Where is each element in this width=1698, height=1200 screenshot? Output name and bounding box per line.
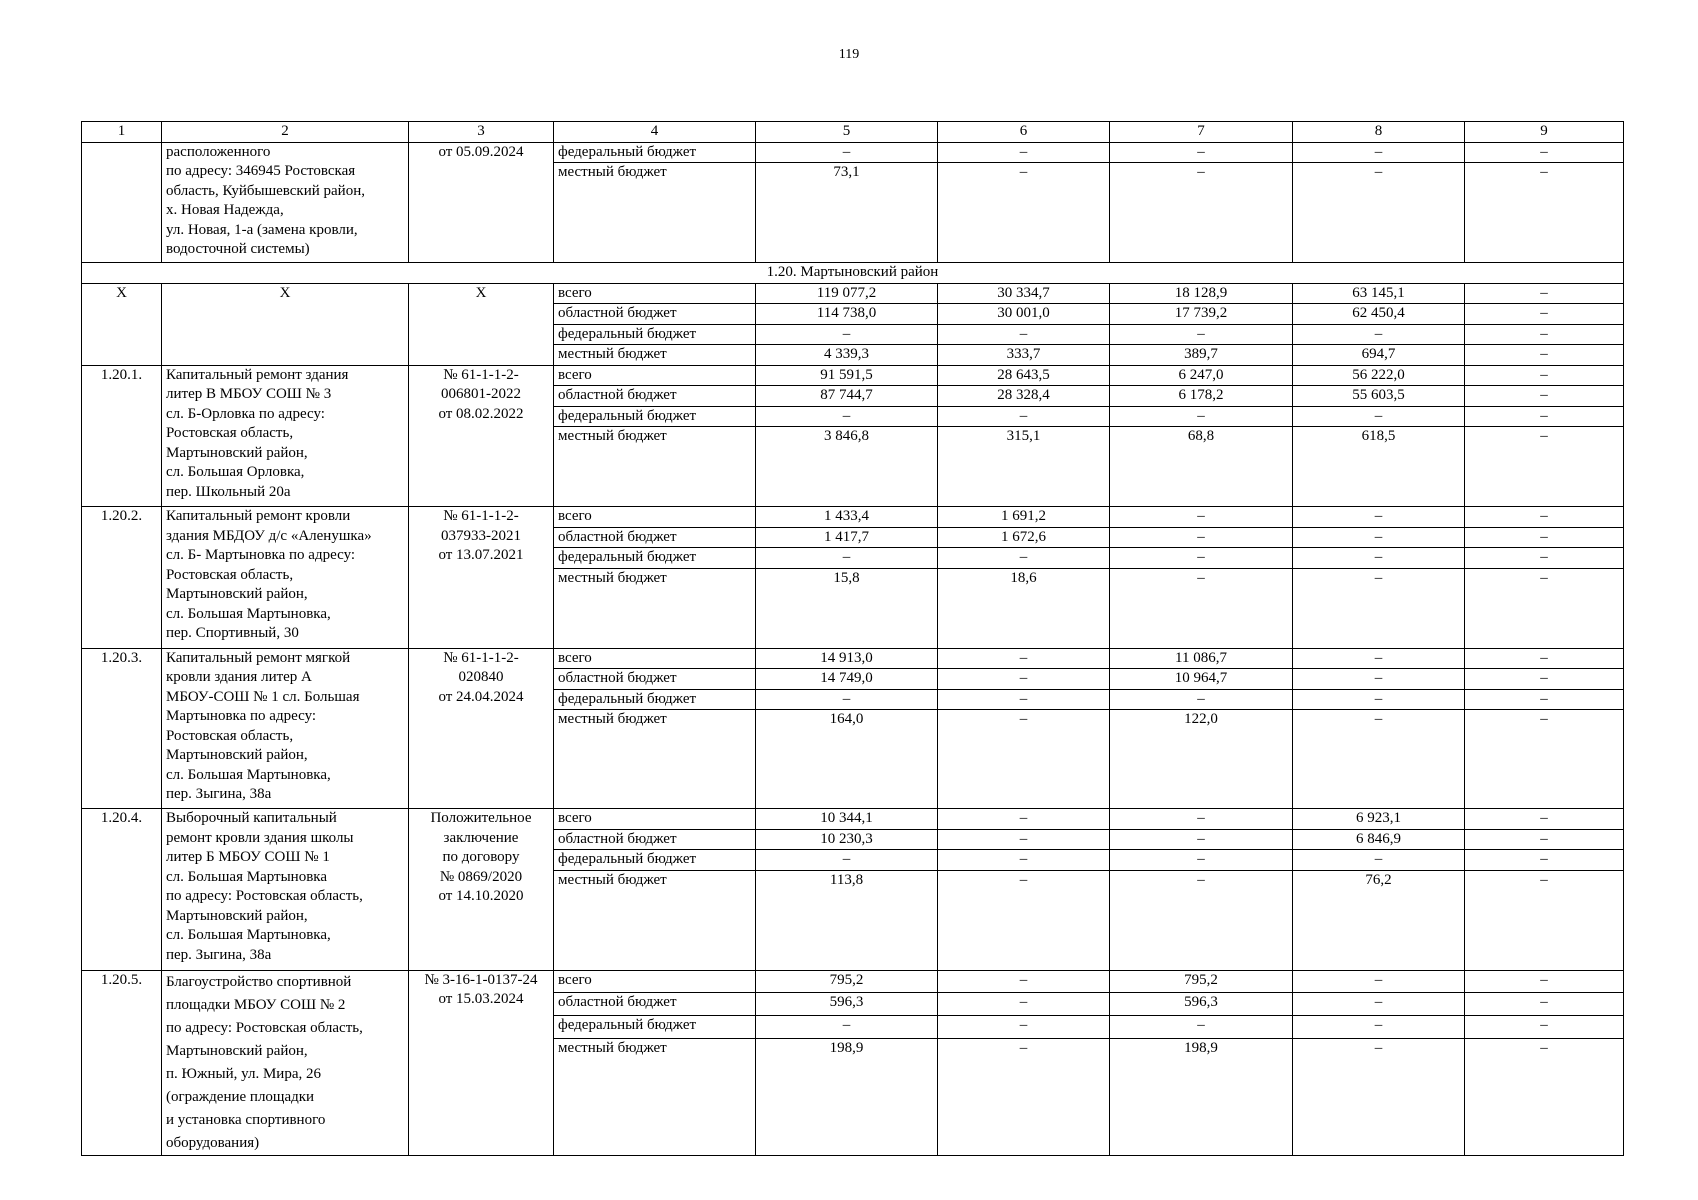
value-cell: –: [1110, 568, 1293, 648]
value-cell: 6 178,2: [1110, 386, 1293, 407]
value-cell: –: [1465, 710, 1624, 809]
value-cell: 55 603,5: [1293, 386, 1465, 407]
value-cell: –: [1293, 970, 1465, 992]
value-cell: –: [938, 648, 1110, 669]
value-cell: –: [1465, 324, 1624, 345]
item-expertise: Положительное заключение по договору № 0869/2020 от 14.10.2020: [409, 809, 554, 971]
value-cell: 618,5: [1293, 427, 1465, 507]
column-header: 6: [938, 122, 1110, 143]
value-cell: 198,9: [756, 1039, 938, 1155]
column-header: 2: [162, 122, 409, 143]
value-cell: –: [1110, 1015, 1293, 1038]
value-cell: 198,9: [1110, 1039, 1293, 1155]
value-cell: –: [1293, 507, 1465, 528]
value-cell: –: [1293, 1015, 1465, 1038]
value-cell: 68,8: [1110, 427, 1293, 507]
header-row: [82, 122, 1624, 143]
value-cell: 87 744,7: [756, 386, 938, 407]
budget-type-cell: всего: [554, 365, 756, 386]
item-number-cell: 1.20.2.: [82, 507, 162, 649]
value-cell: –: [1465, 427, 1624, 507]
value-cell: –: [1110, 507, 1293, 528]
item-number-cell: [82, 142, 162, 263]
item-expertise: № 3-16-1-0137-24 от 15.03.2024: [409, 970, 554, 1155]
value-cell: 14 749,0: [756, 669, 938, 690]
value-cell: –: [938, 870, 1110, 970]
value-cell: 6 923,1: [1293, 809, 1465, 830]
value-cell: 56 222,0: [1293, 365, 1465, 386]
value-cell: 91 591,5: [756, 365, 938, 386]
budget-type-cell: всего: [554, 283, 756, 304]
value-cell: –: [938, 142, 1110, 163]
item-description: Х: [162, 283, 409, 365]
value-cell: 596,3: [756, 992, 938, 1015]
value-cell: –: [938, 829, 1110, 850]
value-cell: 10 344,1: [756, 809, 938, 830]
budget-type-cell: местный бюджет: [554, 427, 756, 507]
value-cell: –: [1110, 163, 1293, 263]
value-cell: 1 672,6: [938, 527, 1110, 548]
value-cell: –: [1293, 568, 1465, 648]
item-expertise: Х: [409, 283, 554, 365]
value-cell: 3 846,8: [756, 427, 938, 507]
item-description: Выборочный капитальный ремонт кровли здания школы литер Б МБОУ СОШ № 1 сл. Большая Мартыновка по адресу: Ростовская область, Мартыновский район, сл. Большая Мартыновка, пер. Зыгина, 38а: [162, 809, 409, 971]
table-row: [82, 142, 1624, 163]
value-cell: –: [938, 324, 1110, 345]
value-cell: –: [1110, 406, 1293, 427]
value-cell: 10 230,3: [756, 829, 938, 850]
column-header: 1: [82, 122, 162, 143]
value-cell: –: [1465, 283, 1624, 304]
budget-type-cell: областной бюджет: [554, 386, 756, 407]
value-cell: –: [1293, 142, 1465, 163]
column-header: 3: [409, 122, 554, 143]
budget-type-cell: федеральный бюджет: [554, 548, 756, 569]
column-header: 5: [756, 122, 938, 143]
item-number-cell: Х: [82, 283, 162, 365]
budget-type-cell: федеральный бюджет: [554, 142, 756, 163]
value-cell: 4 339,3: [756, 345, 938, 366]
value-cell: 30 334,7: [938, 283, 1110, 304]
value-cell: –: [1465, 850, 1624, 871]
value-cell: 122,0: [1110, 710, 1293, 809]
page-number: 119: [838, 47, 860, 62]
value-cell: 795,2: [756, 970, 938, 992]
value-cell: –: [1110, 809, 1293, 830]
value-cell: 14 913,0: [756, 648, 938, 669]
value-cell: 63 145,1: [1293, 283, 1465, 304]
item-expertise: № 61-1-1-2- 037933-2021 от 13.07.2021: [409, 507, 554, 649]
value-cell: 62 450,4: [1293, 304, 1465, 325]
budget-type-cell: местный бюджет: [554, 870, 756, 970]
value-cell: –: [1465, 1039, 1624, 1155]
value-cell: –: [1110, 850, 1293, 871]
value-cell: –: [1110, 324, 1293, 345]
budget-type-cell: всего: [554, 970, 756, 992]
value-cell: –: [1465, 669, 1624, 690]
table-row: [82, 970, 1624, 992]
item-number-cell: 1.20.5.: [82, 970, 162, 1155]
value-cell: 18 128,9: [1110, 283, 1293, 304]
value-cell: –: [1293, 527, 1465, 548]
value-cell: –: [938, 1039, 1110, 1155]
value-cell: –: [756, 850, 938, 871]
value-cell: –: [1465, 809, 1624, 830]
budget-type-cell: всего: [554, 648, 756, 669]
column-header: 9: [1465, 122, 1624, 143]
value-cell: 694,7: [1293, 345, 1465, 366]
budget-type-cell: местный бюджет: [554, 1039, 756, 1155]
value-cell: –: [1465, 365, 1624, 386]
value-cell: –: [1110, 689, 1293, 710]
item-description: Капитальный ремонт мягкой кровли здания литер А МБОУ-СОШ № 1 сл. Большая Мартыновка по адресу: Ростовская область, Мартыновский район, сл. Большая Мартыновка, пер. Зыгина, 38а: [162, 648, 409, 809]
column-header: 8: [1293, 122, 1465, 143]
value-cell: –: [938, 850, 1110, 871]
item-description: Благоустройство спортивной площадки МБОУ СОШ № 2 по адресу: Ростовская область, Мартыновский район, п. Южный, ул. Мира, 26 (ограждение площадки и установка спортивного оборудования): [162, 970, 409, 1155]
value-cell: –: [1110, 142, 1293, 163]
value-cell: –: [756, 142, 938, 163]
value-cell: –: [938, 406, 1110, 427]
value-cell: –: [1465, 568, 1624, 648]
budget-type-cell: местный бюджет: [554, 710, 756, 809]
table-row: [82, 809, 1624, 830]
value-cell: –: [1293, 669, 1465, 690]
value-cell: –: [1465, 992, 1624, 1015]
value-cell: –: [1465, 142, 1624, 163]
district-title-row: [82, 263, 1624, 284]
item-description: расположенного по адресу: 346945 Ростовская область, Куйбышевский район, х. Новая Надежда, ул. Новая, 1-а (замена кровли, водосточной системы): [162, 142, 409, 263]
value-cell: 10 964,7: [1110, 669, 1293, 690]
value-cell: 596,3: [1110, 992, 1293, 1015]
value-cell: –: [938, 1015, 1110, 1038]
value-cell: –: [1293, 324, 1465, 345]
budget-type-cell: областной бюджет: [554, 304, 756, 325]
budget-type-cell: всего: [554, 809, 756, 830]
value-cell: –: [938, 163, 1110, 263]
value-cell: –: [938, 710, 1110, 809]
value-cell: 30 001,0: [938, 304, 1110, 325]
value-cell: 113,8: [756, 870, 938, 970]
value-cell: 11 086,7: [1110, 648, 1293, 669]
value-cell: 1 417,7: [756, 527, 938, 548]
budget-type-cell: федеральный бюджет: [554, 406, 756, 427]
item-description: Капитальный ремонт здания литер В МБОУ СОШ № 3 сл. Б-Орловка по адресу: Ростовская область, Мартыновский район, сл. Большая Орловка, пер. Школьный 20а: [162, 365, 409, 507]
value-cell: –: [938, 689, 1110, 710]
value-cell: 333,7: [938, 345, 1110, 366]
value-cell: 18,6: [938, 568, 1110, 648]
value-cell: 73,1: [756, 163, 938, 263]
budget-type-cell: областной бюджет: [554, 992, 756, 1015]
budget-type-cell: федеральный бюджет: [554, 850, 756, 871]
value-cell: –: [1293, 648, 1465, 669]
value-cell: 164,0: [756, 710, 938, 809]
item-number-cell: 1.20.1.: [82, 365, 162, 507]
value-cell: –: [1293, 1039, 1465, 1155]
column-header: 7: [1110, 122, 1293, 143]
value-cell: –: [1465, 829, 1624, 850]
value-cell: 1 433,4: [756, 507, 938, 528]
value-cell: –: [1110, 527, 1293, 548]
value-cell: –: [1465, 386, 1624, 407]
value-cell: –: [1293, 710, 1465, 809]
budget-type-cell: федеральный бюджет: [554, 1015, 756, 1038]
value-cell: 1 691,2: [938, 507, 1110, 528]
value-cell: –: [1465, 870, 1624, 970]
budget-type-cell: местный бюджет: [554, 568, 756, 648]
value-cell: –: [938, 992, 1110, 1015]
value-cell: 389,7: [1110, 345, 1293, 366]
value-cell: –: [1110, 870, 1293, 970]
value-cell: –: [1293, 689, 1465, 710]
value-cell: –: [1293, 163, 1465, 263]
budget-type-cell: всего: [554, 507, 756, 528]
value-cell: –: [756, 689, 938, 710]
value-cell: –: [938, 809, 1110, 830]
value-cell: –: [1293, 548, 1465, 569]
value-cell: –: [756, 406, 938, 427]
value-cell: –: [1293, 992, 1465, 1015]
value-cell: –: [1110, 548, 1293, 569]
value-cell: 6 846,9: [1293, 829, 1465, 850]
value-cell: 15,8: [756, 568, 938, 648]
budget-type-cell: федеральный бюджет: [554, 324, 756, 345]
budget-type-cell: областной бюджет: [554, 669, 756, 690]
value-cell: 28 328,4: [938, 386, 1110, 407]
district-title: 1.20. Мартыновский район: [82, 263, 1624, 284]
value-cell: –: [756, 324, 938, 345]
budget-type-cell: федеральный бюджет: [554, 689, 756, 710]
value-cell: –: [1465, 406, 1624, 427]
value-cell: –: [1293, 850, 1465, 871]
value-cell: 795,2: [1110, 970, 1293, 992]
item-expertise: № 61-1-1-2- 006801-2022 от 08.02.2022: [409, 365, 554, 507]
item-expertise: № 61-1-1-2- 020840 от 24.04.2024: [409, 648, 554, 809]
value-cell: –: [938, 669, 1110, 690]
item-number-cell: 1.20.4.: [82, 809, 162, 971]
value-cell: –: [1465, 689, 1624, 710]
value-cell: 17 739,2: [1110, 304, 1293, 325]
value-cell: –: [1465, 548, 1624, 569]
column-header: 4: [554, 122, 756, 143]
value-cell: 114 738,0: [756, 304, 938, 325]
value-cell: –: [1465, 304, 1624, 325]
table-row: [82, 365, 1624, 386]
value-cell: –: [938, 548, 1110, 569]
budget-table: [81, 121, 1624, 1156]
value-cell: –: [756, 548, 938, 569]
value-cell: –: [1293, 406, 1465, 427]
budget-type-cell: областной бюджет: [554, 527, 756, 548]
budget-type-cell: местный бюджет: [554, 163, 756, 263]
value-cell: –: [1110, 829, 1293, 850]
item-number-cell: 1.20.3.: [82, 648, 162, 809]
budget-type-cell: местный бюджет: [554, 345, 756, 366]
value-cell: –: [1465, 1015, 1624, 1038]
value-cell: –: [1465, 507, 1624, 528]
value-cell: –: [1465, 648, 1624, 669]
table-body: [82, 122, 1624, 1156]
value-cell: 76,2: [1293, 870, 1465, 970]
table-row: [82, 648, 1624, 669]
value-cell: –: [938, 970, 1110, 992]
table-row: [82, 283, 1624, 304]
item-description: Капитальный ремонт кровли здания МБДОУ д/с «Аленушка» сл. Б- Мартыновка по адресу: Ростовская область, Мартыновский район, сл. Большая Мартыновка, пер. Спортивный, 30: [162, 507, 409, 649]
item-expertise: от 05.09.2024: [409, 142, 554, 263]
budget-type-cell: областной бюджет: [554, 829, 756, 850]
value-cell: –: [1465, 345, 1624, 366]
value-cell: 315,1: [938, 427, 1110, 507]
value-cell: 6 247,0: [1110, 365, 1293, 386]
value-cell: 119 077,2: [756, 283, 938, 304]
value-cell: –: [1465, 163, 1624, 263]
value-cell: –: [756, 1015, 938, 1038]
value-cell: 28 643,5: [938, 365, 1110, 386]
value-cell: –: [1465, 527, 1624, 548]
value-cell: –: [1465, 970, 1624, 992]
table-row: [82, 507, 1624, 528]
